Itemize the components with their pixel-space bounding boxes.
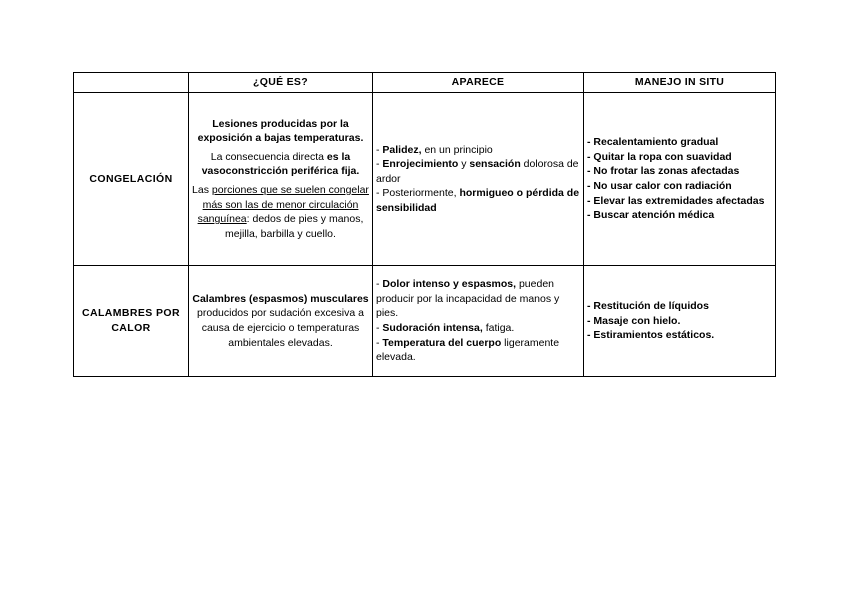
congelacion-manejo-cell <box>584 93 776 266</box>
item-bold: Palidez, <box>382 143 422 156</box>
item-bold: hormigueo o pérdida de sensibilidad <box>376 187 580 214</box>
item-prefix: - <box>376 278 383 291</box>
item-text: pueden producir por la incapacidad de manos y pies. <box>376 278 560 320</box>
calambres-aparece-cell <box>373 266 584 377</box>
congelacion-aparece-cell <box>373 93 584 266</box>
item-prefix: - <box>376 158 383 171</box>
manejo-item: - No usar calor con radiación <box>587 180 732 192</box>
item-text: dolorosa de ardor <box>376 158 579 185</box>
header-row <box>74 73 776 93</box>
congelacion-definition: Lesiones producidas por la exposición a bajas temperaturas. <box>197 117 364 145</box>
header-aparece: APARECE <box>373 73 584 93</box>
aparece-item-posteriormente <box>376 186 580 215</box>
consequence-text: La consecuencia directa <box>210 150 327 163</box>
item-prefix: - <box>376 143 383 156</box>
aparece-item-palidez <box>376 143 580 158</box>
item-text: y <box>458 158 470 171</box>
document-table <box>73 72 776 377</box>
manejo-item: - Recalentamiento gradual <box>587 136 719 149</box>
portions-text-start: Las <box>192 184 212 196</box>
consequence-bold: es la vasoconstricción periférica fija. <box>201 150 360 178</box>
table-row-congelacion <box>74 93 776 266</box>
manejo-item: - Masaje con hielo. <box>587 314 681 327</box>
aparece-item-dolor <box>376 277 580 321</box>
manejo-item: - Restitución de líquidos <box>587 300 709 313</box>
header-que-es: ¿QUÉ ES? <box>189 73 373 93</box>
manejo-item: - Buscar atención médica <box>587 209 715 222</box>
manejo-item: - No frotar las zonas afectadas <box>587 165 740 178</box>
item-bold: Sudoración intensa, <box>382 322 483 334</box>
row-label-congelacion: CONGELACIÓN <box>74 93 189 266</box>
congelacion-que-es-cell <box>189 93 373 266</box>
calambres-definition-text: producidos por sudación excesiva a causa de ejercicio o temperaturas ambientales elevadas. <box>197 307 364 349</box>
item-text: en un principio <box>421 143 493 156</box>
calambres-definition-bold: Calambres (espasmos) musculares <box>192 292 369 305</box>
table-row-calambres <box>74 266 776 377</box>
item-bold: sensación <box>469 158 521 171</box>
item-prefix: - <box>376 336 383 349</box>
item-bold: Enrojecimiento <box>382 158 459 171</box>
row-label-calambres: CALAMBRES POR CALOR <box>74 266 189 377</box>
portions-underlined: porciones que se suelen congelar más son las de menor circulación sanguínea <box>197 184 369 226</box>
portions-text-end: : dedos de pies y manos, mejilla, barbilla y cuello. <box>225 213 364 240</box>
calambres-manejo-cell <box>584 266 776 377</box>
item-bold: Temperatura del cuerpo <box>382 336 502 349</box>
calambres-que-es-cell <box>189 266 373 377</box>
item-text: ligeramente elevada. <box>376 336 560 364</box>
item-text: fatiga. <box>482 322 515 334</box>
item-bold: Dolor intenso y espasmos, <box>382 278 517 291</box>
header-empty-cell <box>74 73 189 93</box>
congelacion-consequence <box>192 150 369 179</box>
aparece-item-temperatura <box>376 336 580 365</box>
manejo-item: - Estiramientos estáticos. <box>587 329 715 342</box>
manejo-item: - Elevar las extremidades afectadas <box>587 194 765 207</box>
item-prefix: - <box>376 322 383 334</box>
aparece-item-sudoracion <box>376 321 580 336</box>
item-text: - Posteriormente, <box>376 187 460 200</box>
manejo-item: - Quitar la ropa con suavidad <box>587 150 732 163</box>
aparece-item-enrojecimiento <box>376 157 580 186</box>
header-manejo-in-situ: MANEJO IN SITU <box>584 73 776 93</box>
congelacion-portions <box>192 183 369 241</box>
